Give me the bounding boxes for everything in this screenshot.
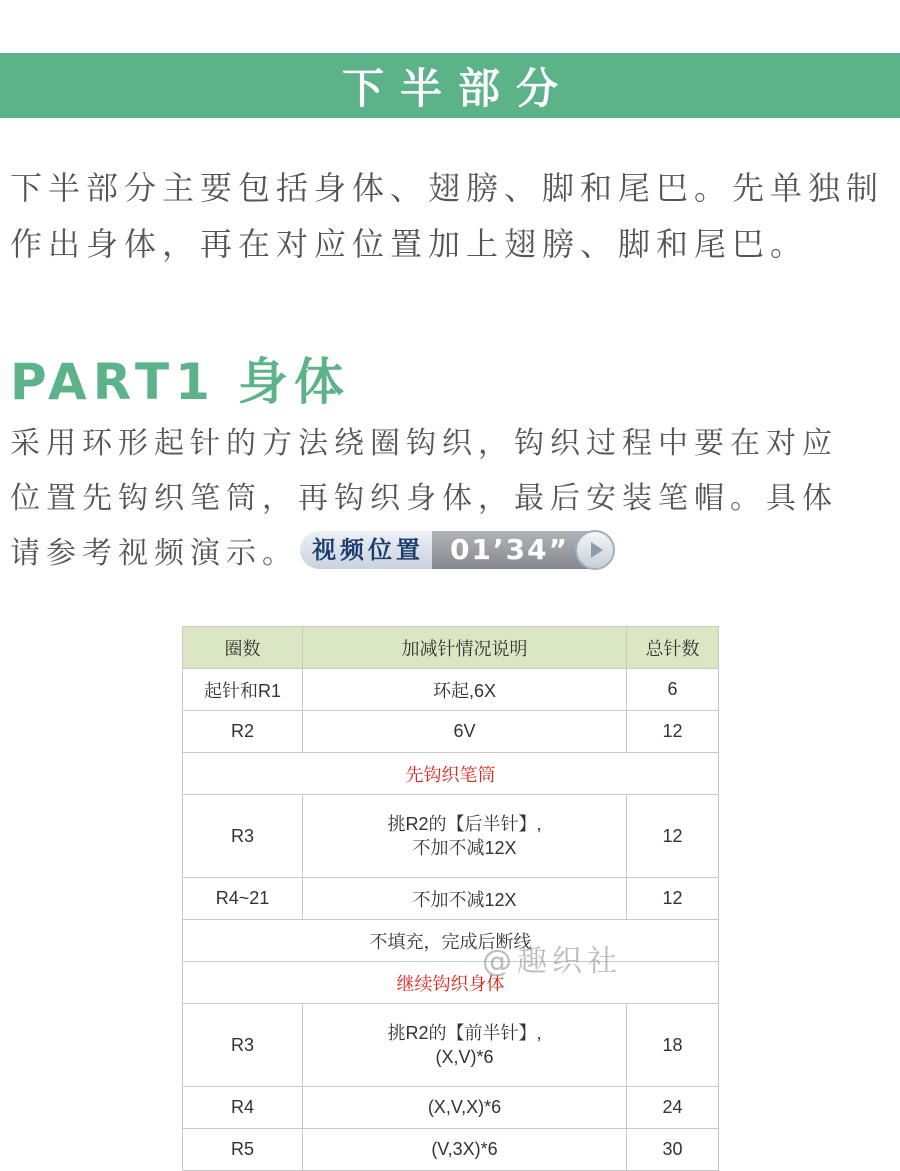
intro-line-2: 作出身体，再在对应位置加上翅膀、脚和尾巴。 <box>10 225 809 263</box>
table-row <box>183 878 719 920</box>
description-cell: 环起,6X <box>303 669 627 711</box>
table-row <box>183 1004 719 1087</box>
crochet-pattern-table <box>182 626 719 1171</box>
description-line-3: 请参考视频演示。 <box>10 536 298 571</box>
description-paragraph <box>10 416 895 581</box>
description-cell: 6V <box>303 711 627 753</box>
video-position-label: 视频位置 <box>300 531 432 569</box>
round-cell: R5 <box>183 1129 303 1171</box>
round-cell: R3 <box>183 1004 303 1087</box>
total-cell: 18 <box>627 1004 719 1087</box>
total-cell: 24 <box>627 1087 719 1129</box>
description-line: 不加不减12X <box>412 838 517 858</box>
table-note-row <box>183 753 719 795</box>
section-title: 下半部分 <box>341 63 574 113</box>
part-title: 身体 <box>237 353 350 411</box>
description-line: 挑R2的【后半针】, <box>387 814 542 834</box>
table-row <box>183 711 719 753</box>
play-icon[interactable] <box>575 530 615 570</box>
header-rounds: 圈数 <box>183 627 303 669</box>
total-cell: 12 <box>627 878 719 920</box>
description-line-3-wrap <box>10 526 895 581</box>
description-line: 挑R2的【前半针】, <box>387 1023 542 1043</box>
part-label: PART1 <box>10 353 216 411</box>
header-total: 总针数 <box>627 627 719 669</box>
round-cell: R4~21 <box>183 878 303 920</box>
table-header-row <box>183 627 719 669</box>
description-line: (X,V)*6 <box>435 1047 494 1067</box>
watermark: @趣织社 <box>482 944 622 979</box>
intro-line-1: 下半部分主要包括身体、翅膀、脚和尾巴。先单独制 <box>10 169 885 207</box>
note-cell: 继续钩织身体 <box>183 962 719 1004</box>
table-row <box>183 795 719 878</box>
total-cell: 12 <box>627 795 719 878</box>
description-cell <box>303 1004 627 1087</box>
description-line-2: 位置先钩织笔筒，再钩织身体，最后安装笔帽。具体 <box>10 481 838 516</box>
table-row <box>183 669 719 711</box>
table-row <box>183 1129 719 1171</box>
table-note-row <box>183 920 719 962</box>
description-cell: 不加不减12X <box>303 878 627 920</box>
video-timestamp: 01’34” <box>432 531 597 569</box>
table-note-row <box>183 962 719 1004</box>
description-cell: (V,3X)*6 <box>303 1129 627 1171</box>
round-cell: R4 <box>183 1087 303 1129</box>
description-cell <box>303 795 627 878</box>
total-cell: 6 <box>627 669 719 711</box>
total-cell: 30 <box>627 1129 719 1171</box>
round-cell: R2 <box>183 711 303 753</box>
description-cell: (X,V,X)*6 <box>303 1087 627 1129</box>
part-heading <box>10 342 350 414</box>
header-description: 加减针情况说明 <box>303 627 627 669</box>
section-banner <box>0 53 900 118</box>
note-cell: 不填充，完成后断线 <box>183 920 719 962</box>
description-line-1: 采用环形起针的方法绕圈钩织，钩织过程中要在对应 <box>10 426 838 461</box>
video-position-button[interactable] <box>300 531 615 569</box>
round-cell: 起针和R1 <box>183 669 303 711</box>
table-row <box>183 1087 719 1129</box>
intro-paragraph <box>10 160 895 272</box>
note-cell: 先钩织笔筒 <box>183 753 719 795</box>
total-cell: 12 <box>627 711 719 753</box>
round-cell: R3 <box>183 795 303 878</box>
